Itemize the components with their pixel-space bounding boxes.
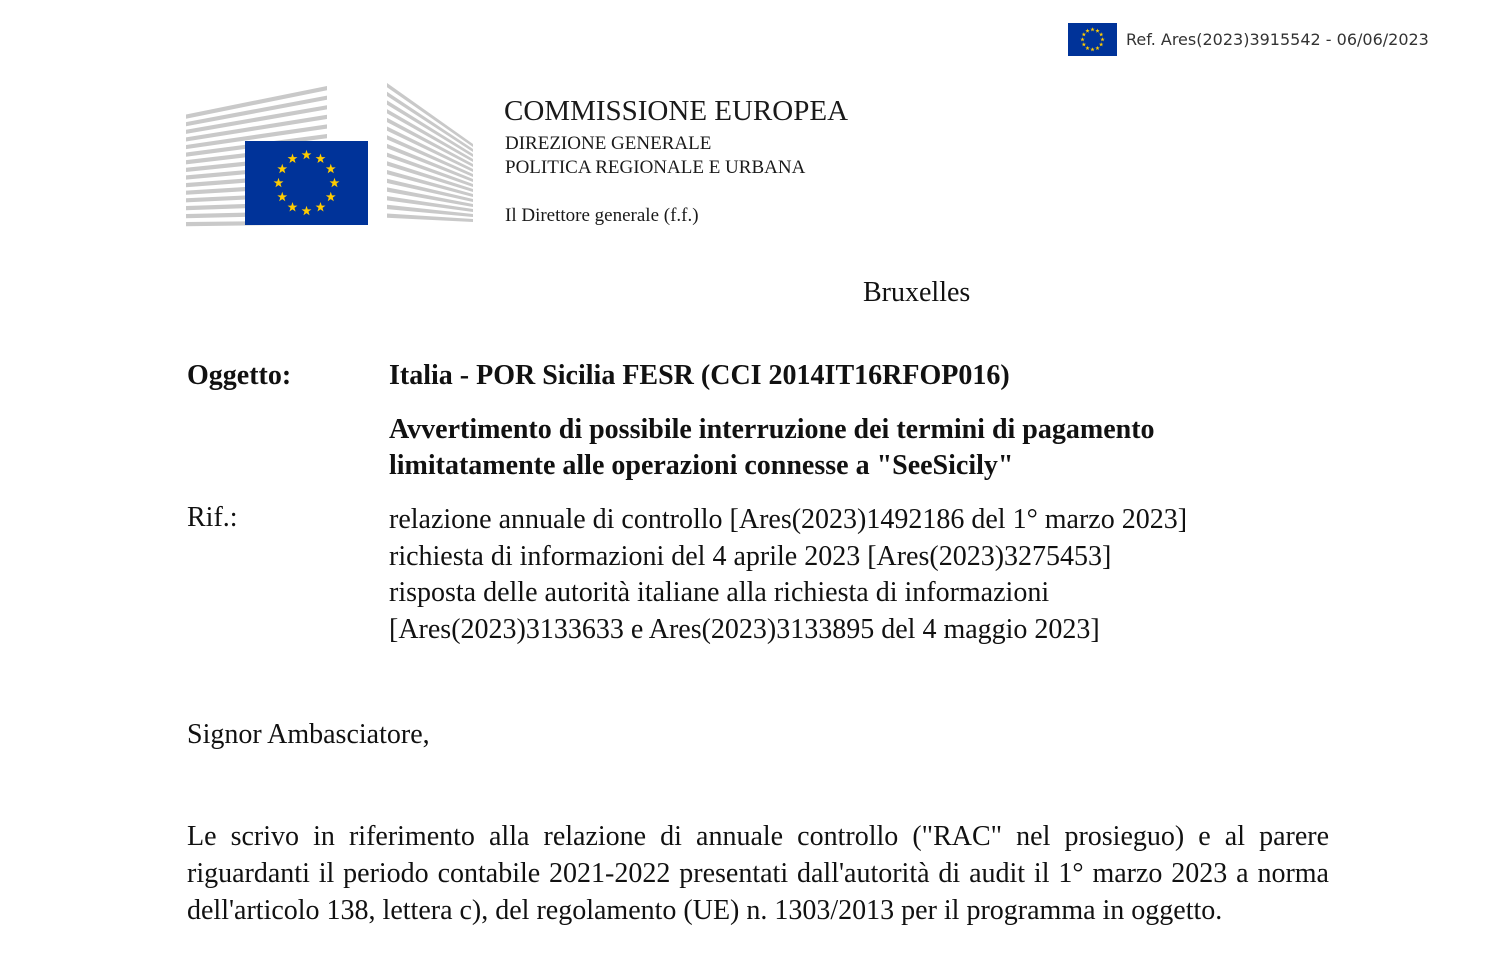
subject-description-line: Avvertimento di possibile interruzione dei termini di pagamento xyxy=(389,414,1155,445)
city-location: Bruxelles xyxy=(863,277,971,308)
reference-line: risposta delle autorità italiane alla richiesta di informazioni xyxy=(389,577,1050,608)
subject-label: Oggetto: xyxy=(187,360,292,391)
subject-description-line: limitatamente alle operazioni connesse a "SeeSicily" xyxy=(389,450,1014,481)
department-line-1: DIREZIONE GENERALE xyxy=(505,133,712,154)
reference-number: Ref. Ares(2023)3915542 - 06/06/2023 xyxy=(1126,30,1429,49)
commission-logo xyxy=(184,80,476,228)
subject-description xyxy=(389,412,1329,484)
references-label: Rif.: xyxy=(187,502,238,533)
organization-name: COMMISSIONE EUROPEA xyxy=(504,95,849,127)
signer-title: Il Direttore generale (f.f.) xyxy=(505,205,699,226)
reference-line: richiesta di informazioni del 4 aprile 2023 [Ares(2023)3275453] xyxy=(389,540,1112,572)
body-paragraph: Le scrivo in riferimento alla relazione di annuale controllo ("RAC" nel prosieguo) e al parere riguardanti il periodo contabile 2021-2022 presentati dall'autorità di audit il 1° marzo 2023 a norma dell'articolo 138, lettera c), del regolamento (UE) n. 1303/2013 per il programma in oggetto. xyxy=(187,821,1329,926)
reference-line: [Ares(2023)3133633 e Ares(2023)3133895 del 4 maggio 2023] xyxy=(389,613,1100,645)
department-line-2: POLITICA REGIONALE E URBANA xyxy=(505,157,806,178)
berlaymont-logo-icon xyxy=(184,80,476,228)
salutation: Signor Ambasciatore, xyxy=(187,719,430,750)
eu-flag-small-icon xyxy=(1068,23,1117,56)
references-list xyxy=(389,502,1349,648)
subject-title: Italia - POR Sicilia FESR (CCI 2014IT16RFOP016) xyxy=(389,360,1010,391)
eu-flag-small-svg xyxy=(1068,23,1117,56)
reference-stamp xyxy=(1068,23,1429,56)
reference-line: relazione annuale di controllo [Ares(2023)1492186 del 1° marzo 2023] xyxy=(389,504,1188,535)
